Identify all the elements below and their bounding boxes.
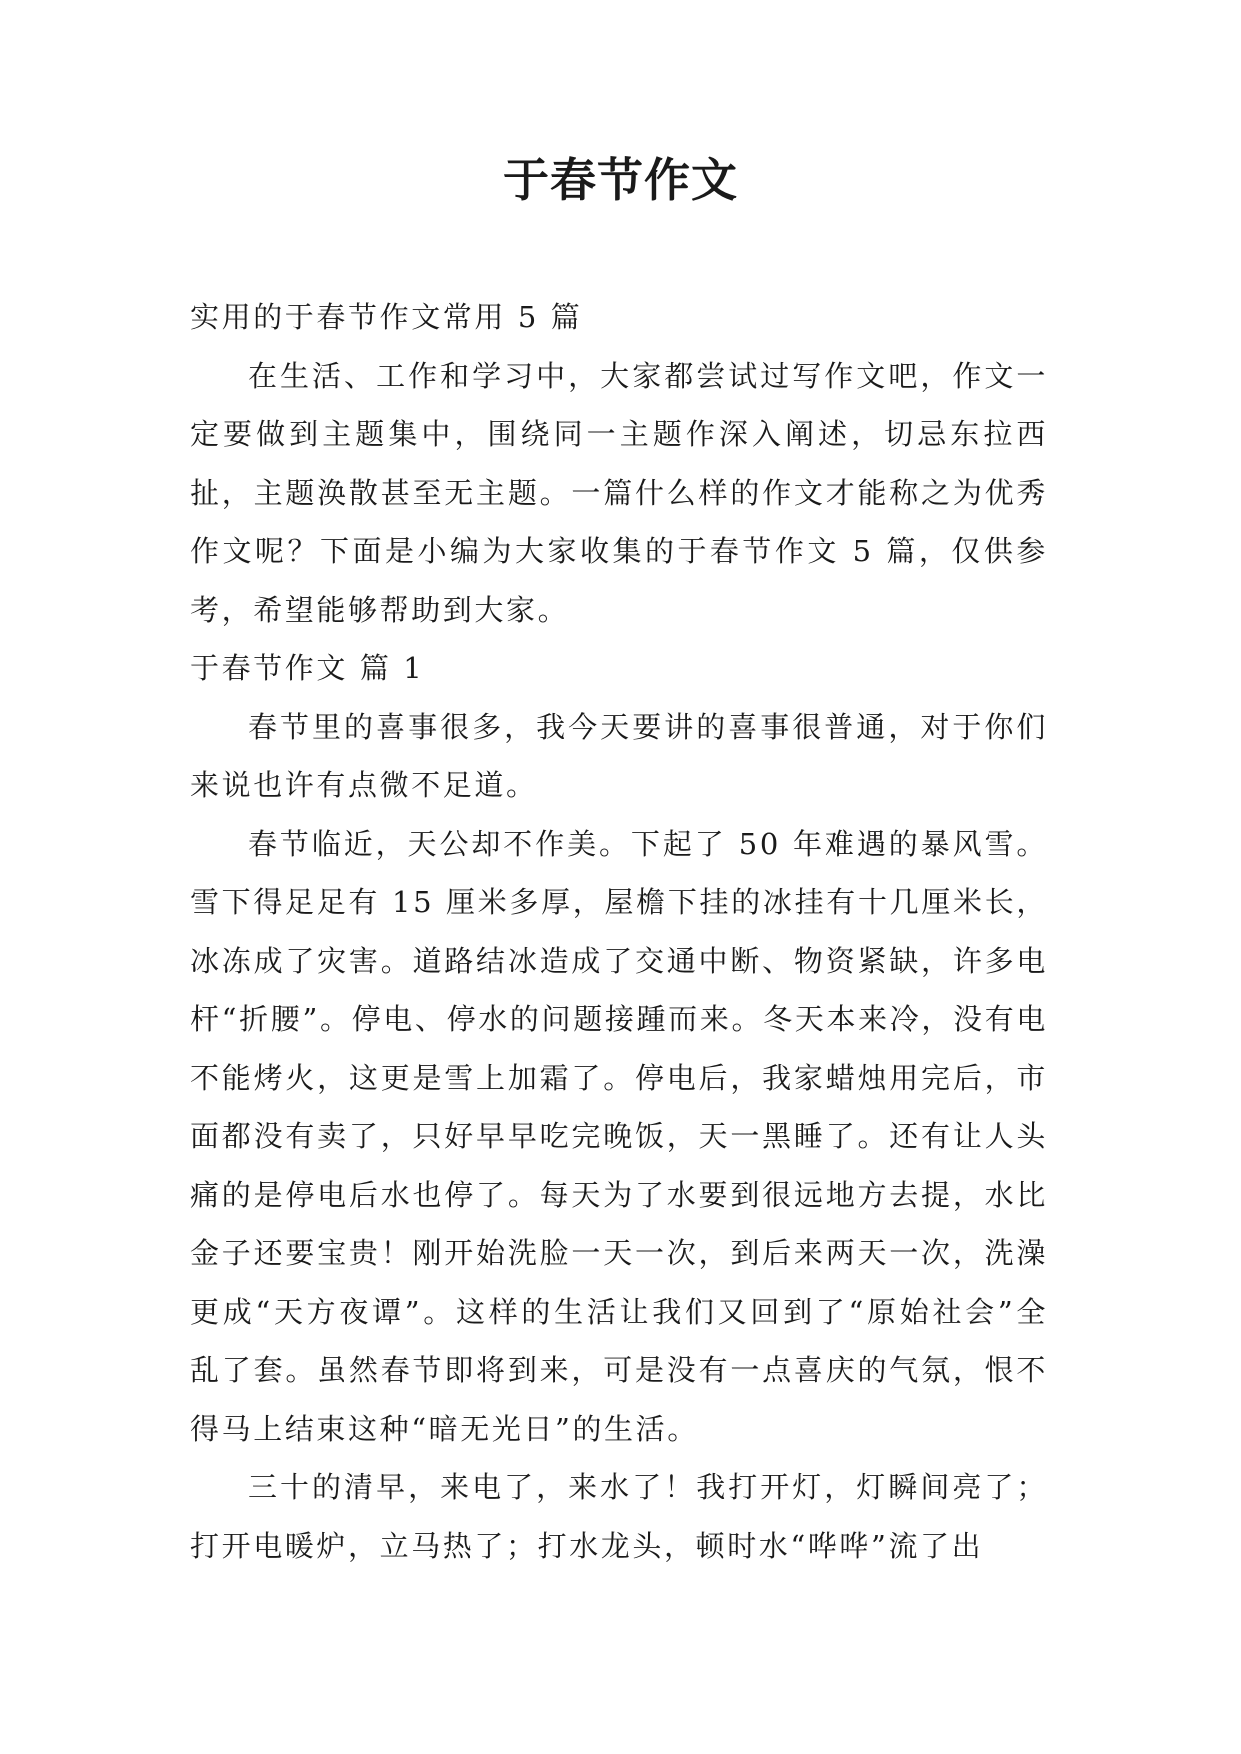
section-heading: 于春节作文 篇 1 bbox=[190, 651, 425, 685]
body-paragraph: 春节里的喜事很多，我今天要讲的喜事很普通，对于你们来说也许有点微不足道。 bbox=[190, 709, 1048, 802]
subtitle-line: 实用的于春节作文常用 5 篇 bbox=[190, 300, 583, 334]
document-body bbox=[190, 288, 1048, 1575]
document-title: 于春节作文 bbox=[503, 153, 738, 207]
body-paragraph: 春节临近，天公却不作美。下起了 50 年难遇的暴风雪。雪下得足足有 15 厘米多厚，屋檐下挂的冰挂有十几厘米长，冰冻成了灾害。道路结冰造成了交通中断、物资紧缺，许多电杆“折腰”。停电、停水的问题接踵而来。冬天本来冷，没有电不能烤火，这更是雪上加霜了。停电后，我家蜡烛用完后，市面都没有卖了，只好早早吃完晚饭，天一黑睡了。还有让人头痛的是停电后水也停了。每天为了水要到很远地方去提，水比金子还要宝贵！刚开始洗脸一天一次，到后来两天一次，洗澡更成“天方夜谭”。这样的生活让我们又回到了“原始社会”全乱了套。虽然春节即将到来，可是没有一点喜庆的气氛，恨不得马上结束这种“暗无光日”的生活。 bbox=[190, 826, 1048, 1446]
intro-paragraph: 在生活、工作和学习中，大家都尝试过写作文吧，作文一定要做到主题集中，围绕同一主题作深入阐述，切忌东拉西扯，主题涣散甚至无主题。一篇什么样的作文才能称之为优秀作文呢？下面是小编为大家收集的于春节作文 5 篇，仅供参考，希望能够帮助到大家。 bbox=[190, 358, 1048, 627]
body-paragraph: 三十的清早，来电了，来水了！我打开灯，灯瞬间亮了；打开电暖炉，立马热了；打水龙头，顿时水“哗哗”流了出 bbox=[190, 1470, 1048, 1563]
